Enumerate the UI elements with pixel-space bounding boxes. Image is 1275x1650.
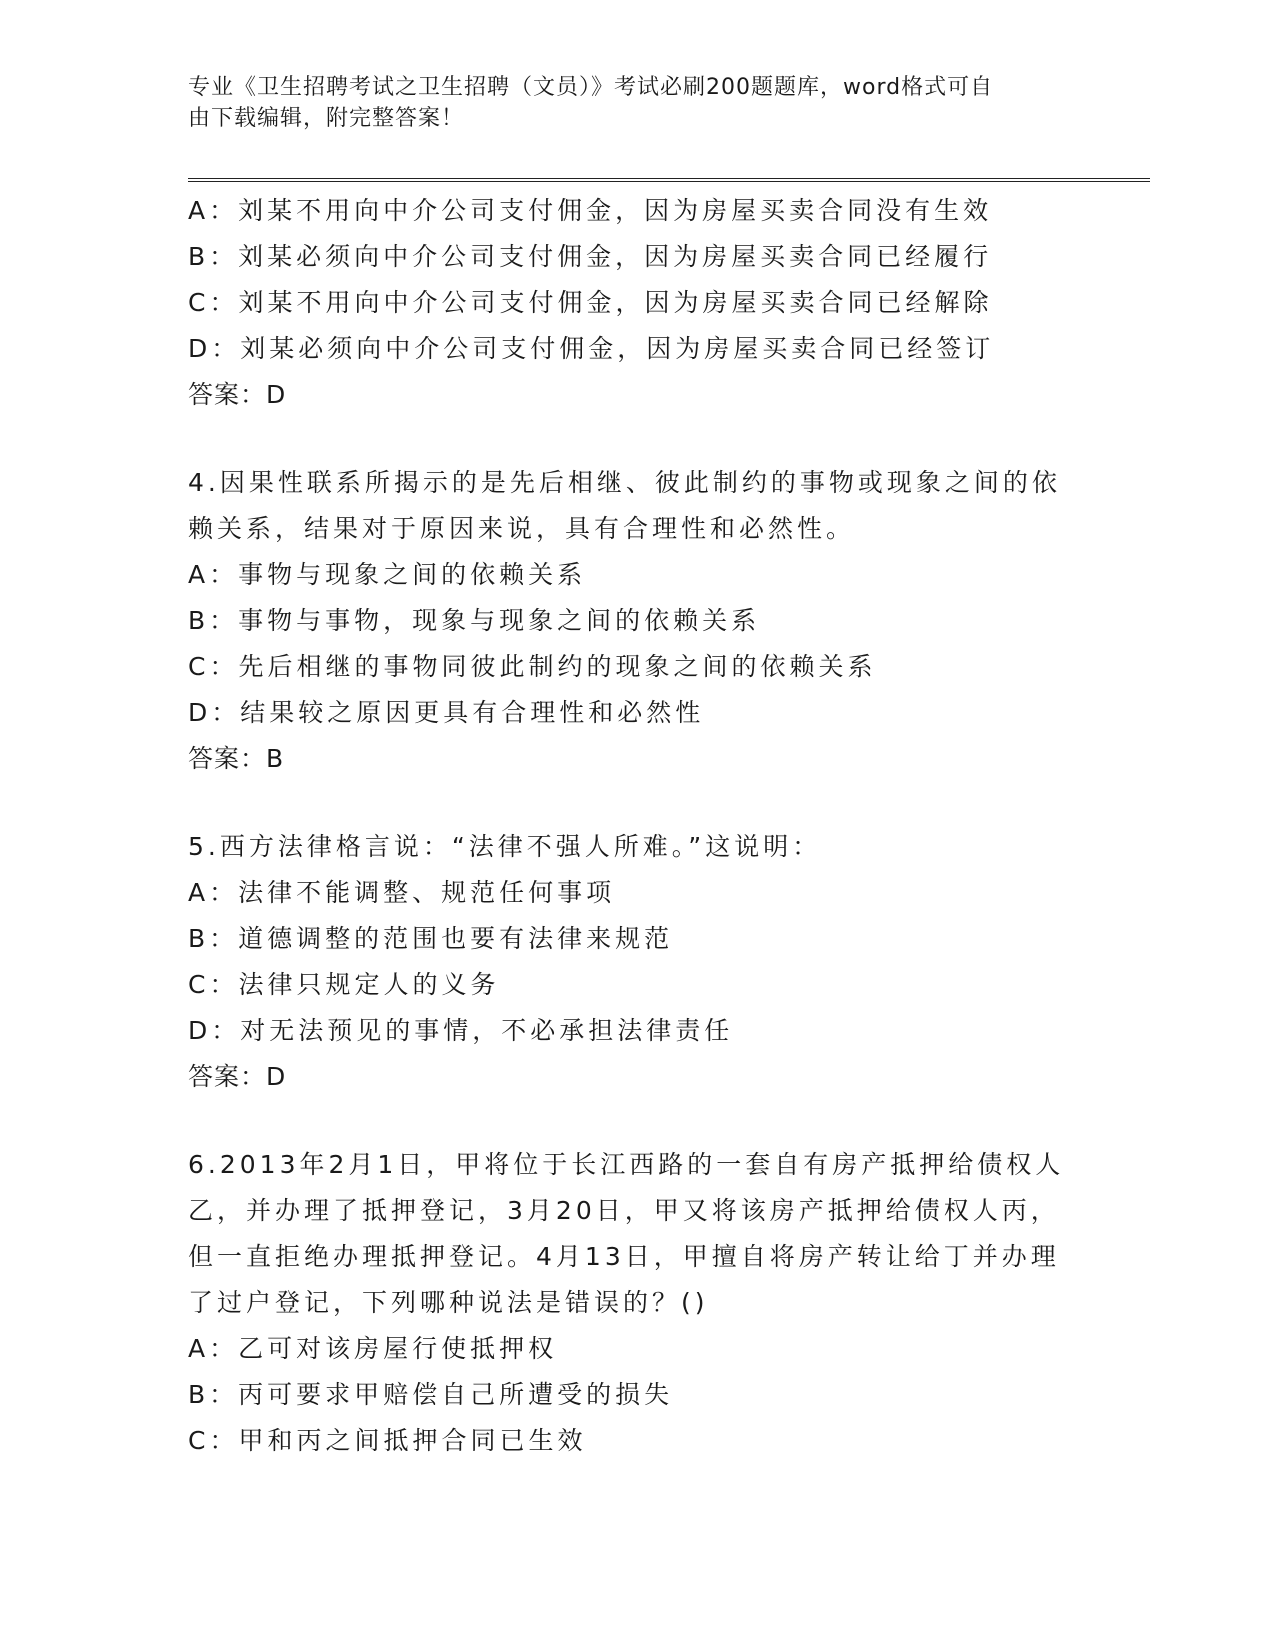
option-a: A：法律不能调整、规范任何事项 <box>188 878 616 907</box>
question-stem: 4.因果性联系所揭示的是先后相继、彼此制约的事物或现象之间的依 <box>188 468 1061 497</box>
option-d: D：刘某必须向中介公司支付佣金，因为房屋买卖合同已经签订 <box>188 334 995 363</box>
option-c: C：法律只规定人的义务 <box>188 970 500 999</box>
answer: 答案：D <box>188 1062 287 1091</box>
option-b: B：丙可要求甲赔偿自己所遭受的损失 <box>188 1380 674 1409</box>
question-6 <box>188 1142 1088 1464</box>
header-line-1: 专业《卫生招聘考试之卫生招聘（文员）》考试必刷200题题库，word格式可自 <box>188 75 994 100</box>
question-stem: 了过户登记，下列哪种说法是错误的？() <box>188 1288 709 1317</box>
header-line-2: 由下载编辑，附完整答案！ <box>188 106 465 131</box>
option-d: D：对无法预见的事情，不必承担法律责任 <box>188 1016 734 1045</box>
option-d: D：结果较之原因更具有合理性和必然性 <box>188 698 705 727</box>
question-list <box>188 188 1088 1464</box>
option-b: B：刘某必须向中介公司支付佣金，因为房屋买卖合同已经履行 <box>188 242 993 271</box>
option-b: B：事物与事物，现象与现象之间的依赖关系 <box>188 606 761 635</box>
question-stem: 5.西方法律格言说：“法律不强人所难。”这说明： <box>188 832 822 861</box>
option-c: C：刘某不用向中介公司支付佣金，因为房屋买卖合同已经解除 <box>188 288 993 317</box>
question-stem: 乙，并办理了抵押登记，3月20日，甲又将该房产抵押给债权人丙， <box>188 1196 1060 1225</box>
option-a: A：乙可对该房屋行使抵押权 <box>188 1334 558 1363</box>
option-c: C：甲和丙之间抵押合同已生效 <box>188 1426 587 1455</box>
option-b: B：道德调整的范围也要有法律来规范 <box>188 924 674 953</box>
option-a: A：事物与现象之间的依赖关系 <box>188 560 587 589</box>
question-stem: 但一直拒绝办理抵押登记。4月13日，甲擅自将房产转让给丁并办理 <box>188 1242 1060 1271</box>
question-3 <box>188 188 1088 418</box>
answer: 答案：D <box>188 380 287 409</box>
option-c: C：先后相继的事物同彼此制约的现象之间的依赖关系 <box>188 652 877 681</box>
page-header <box>188 72 1088 134</box>
question-4 <box>188 460 1088 782</box>
header-divider <box>188 178 1150 182</box>
question-stem: 6.2013年2月1日，甲将位于长江西路的一套自有房产抵押给债权人 <box>188 1150 1065 1179</box>
question-5 <box>188 824 1088 1100</box>
option-a: A：刘某不用向中介公司支付佣金，因为房屋买卖合同没有生效 <box>188 196 993 225</box>
question-stem: 赖关系，结果对于原因来说，具有合理性和必然性。 <box>188 514 856 543</box>
answer: 答案：B <box>188 744 285 773</box>
